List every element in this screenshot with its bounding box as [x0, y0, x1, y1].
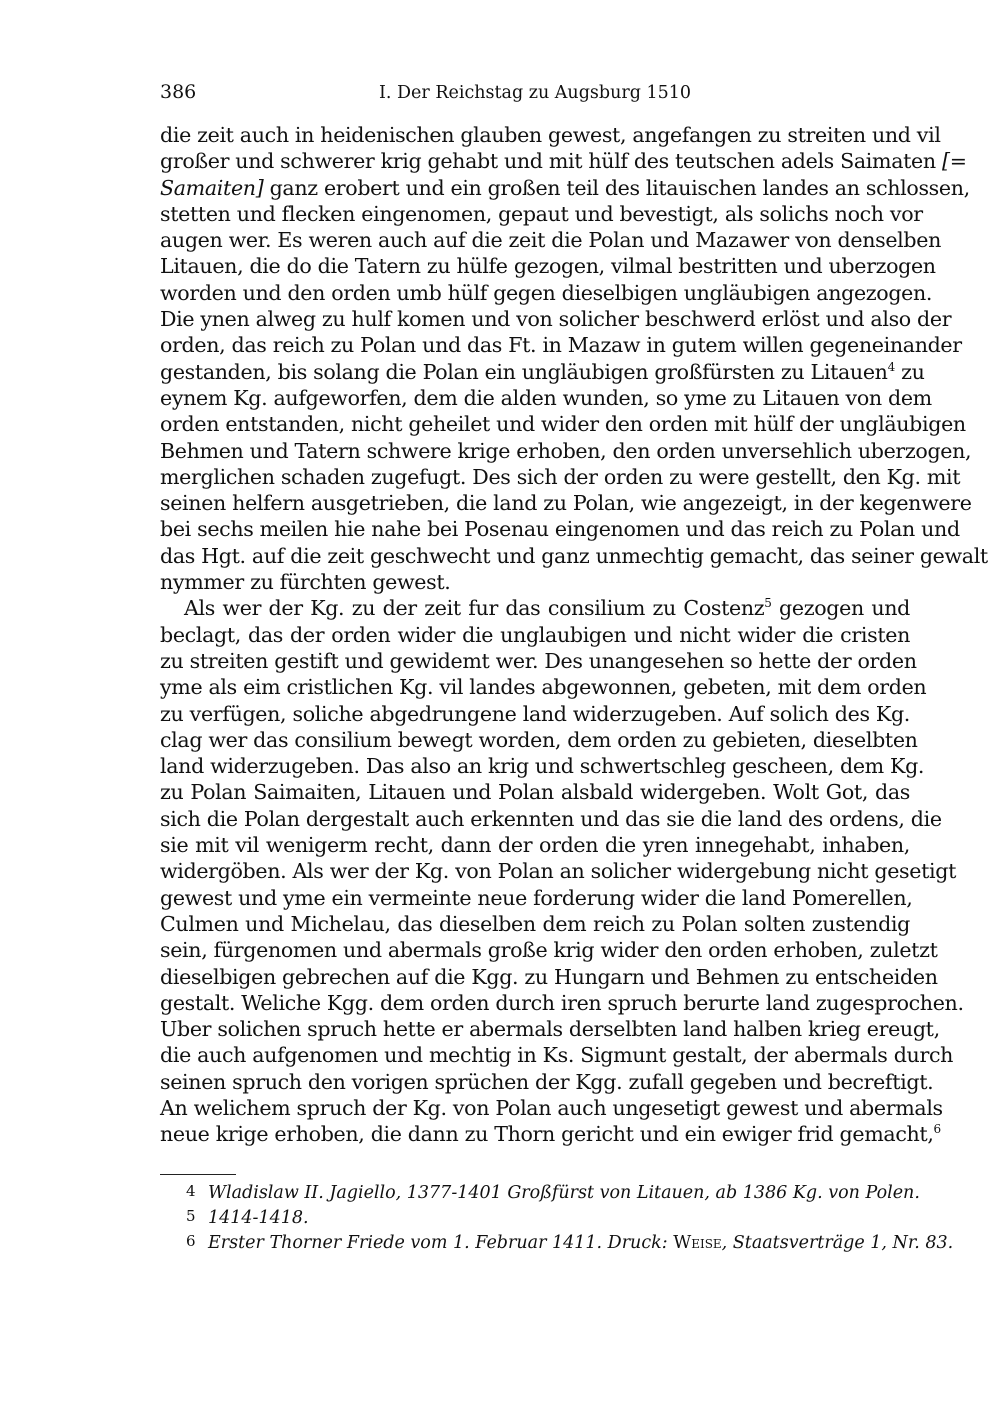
footnotes [186, 1179, 954, 1254]
author-name: Weise [673, 1233, 722, 1253]
text-line: clag wer das consilium bewegt worden, dem orden zu gebieten, dieselbten [160, 727, 918, 752]
text-line: yme als eim cristlichen Kg. vil landes abgewonnen, gebeten, mit dem orden [160, 675, 927, 700]
footnote-text: Erster Thorner Friede vom 1. Februar 1411. Druck: [208, 1233, 674, 1253]
footnote-ref[interactable]: 5 [764, 596, 772, 611]
body-text [160, 122, 988, 1148]
running-head: I. Der Reichstag zu Augsburg 1510 [378, 83, 692, 103]
footnote [186, 1179, 920, 1204]
footnote-rule [160, 1174, 236, 1175]
text-line: orden, das reich zu Polan und das Ft. in Mazaw in gutem willen gegeneinander [160, 333, 962, 358]
text-line: gewest und yme ein vermeinte neue forderung wider die land Pomerellen, [160, 885, 913, 910]
text-line: Uber solichen spruch hette er abermals derselbten land halben krieg ereugt, [160, 1017, 940, 1042]
text-line: widergöben. Als wer der Kg. von Polan an solicher widergebung nicht gesetigt [160, 859, 957, 884]
text-line: gestanden, bis solang die Polan ein ungläubigen großfürsten zu Litauen$^4$ zu [160, 359, 925, 384]
text-line: Die ynen alweg zu hulf komen und von solicher beschwerd erlöst und also der [160, 307, 952, 332]
text-line: neue krige erhoben, die dann zu Thorn gericht und ein ewiger frid gemacht,$^6$ [160, 1122, 941, 1147]
text-line: land widerzugeben. Das also an krig und schwertschleg gescheen, dem Kg. [160, 754, 925, 779]
text-line: Als wer der Kg. zu der zeit fur das consilium zu Costenz$^5$ gezogen und [184, 596, 911, 621]
page-number: 386 [160, 81, 197, 103]
text-line: eynem Kg. aufgeworfen, dem die alden wunden, so yme zu Litauen von dem [160, 385, 932, 410]
text-line: dieselbigen gebrechen auf die Kgg. zu Hungarn und Behmen zu entscheiden [160, 964, 938, 989]
text-line: Samaiten] ganz erobert und ein großen teil des litauischen landes an schlossen, [160, 175, 970, 200]
text-line: Litauen, die do die Tatern zu hülfe gezogen, vilmal bestritten und uberzogen [160, 254, 936, 279]
footnote-number: 6 [186, 1232, 196, 1250]
footnote-ref[interactable]: 6 [933, 1122, 941, 1137]
text-line: die zeit auch in heidenischen glauben gewest, angefangen zu streiten und vil [160, 123, 941, 147]
footnote-number: 4 [186, 1182, 196, 1200]
text-line: sein, fürgenomen und abermals große krig wider den orden erhoben, zuletzt [160, 938, 938, 963]
text-line: zu verfügen, soliche abgedrungene land widerzugeben. Auf solich des Kg. [160, 701, 910, 726]
footnote [186, 1204, 916, 1229]
text-line: seinen helfern ausgetrieben, die land zu Polan, wie angezeigt, in der kegenwere [160, 491, 972, 516]
text-line: zu Polan Saimaiten, Litauen und Polan alsbald widergeben. Wolt Got, das [160, 780, 910, 805]
text-line: An welichem spruch der Kg. von Polan auch ungesetigt gewest und abermals [160, 1095, 943, 1120]
footnote-text: 1414-1418. [208, 1208, 309, 1228]
text-line: die auch aufgenomen und mechtig in Ks. Sigmunt gestalt, der abermals durch [160, 1043, 954, 1068]
text-line: augen wer. Es weren auch auf die zeit die Polan und Mazawer von denselben [160, 228, 942, 253]
text-line: das Hgt. auf die zeit geschwecht und ganz unmechtig gemacht, das seiner gewalt [160, 543, 988, 568]
text-line: seinen spruch den vorigen sprüchen der Kgg. zufall gegeben und becreftigt. [160, 1069, 934, 1094]
text-line: worden und den orden umb hülf gegen dieselbigen ungläubigen angezogen. [160, 280, 933, 305]
text-line: Behmen und Tatern schwere krige erhoben, den orden unversehlich uberzogen, [160, 438, 972, 463]
text-line: beclagt, das der orden wider die unglaubigen und nicht wider die cristen [160, 622, 910, 647]
text-line: sie mit vil wenigerm recht, dann der orden die yren innegehabt, inhaben, [160, 833, 910, 858]
text-line: großer und schwerer krig gehabt und mit hülf des teutschen adels Saimaten [= [160, 149, 967, 174]
text-line: orden entstanden, nicht geheilet und wider den orden mit hülf der ungläubigen [160, 412, 966, 437]
footnote [186, 1229, 954, 1254]
text-line: Culmen und Michelau, das dieselben dem reich zu Polan solten zustendig [160, 911, 910, 936]
text-line: zu streiten gestift und gewidemt wer. Des unangesehen so hette der orden [160, 648, 917, 673]
footnote-ref[interactable]: 4 [887, 359, 895, 374]
text-line: merglichen schaden zugefugt. Des sich der orden zu were gestellt, den Kg. mit [160, 464, 961, 489]
page-header [160, 81, 910, 109]
text-line: sich die Polan dergestalt auch erkennten und das sie die land des ordens, die [160, 806, 942, 831]
text-line: gestalt. Weliche Kgg. dem orden durch iren spruch berurte land zugesprochen. [160, 990, 964, 1015]
footnote-text: , Staatsverträge 1, Nr. 83. [721, 1233, 954, 1253]
text-line: nymmer zu fürchten gewest. [160, 570, 451, 595]
text-line: stetten und flecken eingenomen, gepaut und bevestigt, als solichs noch vor [160, 201, 923, 226]
footnote-number: 5 [186, 1207, 196, 1225]
footnote-text: Wladislaw II. Jagiello, 1377-1401 Großfürst von Litauen, ab 1386 Kg. von Polen. [208, 1183, 920, 1203]
text-line: bei sechs meilen hie nahe bei Posenau eingenomen und das reich zu Polan und [160, 517, 960, 542]
